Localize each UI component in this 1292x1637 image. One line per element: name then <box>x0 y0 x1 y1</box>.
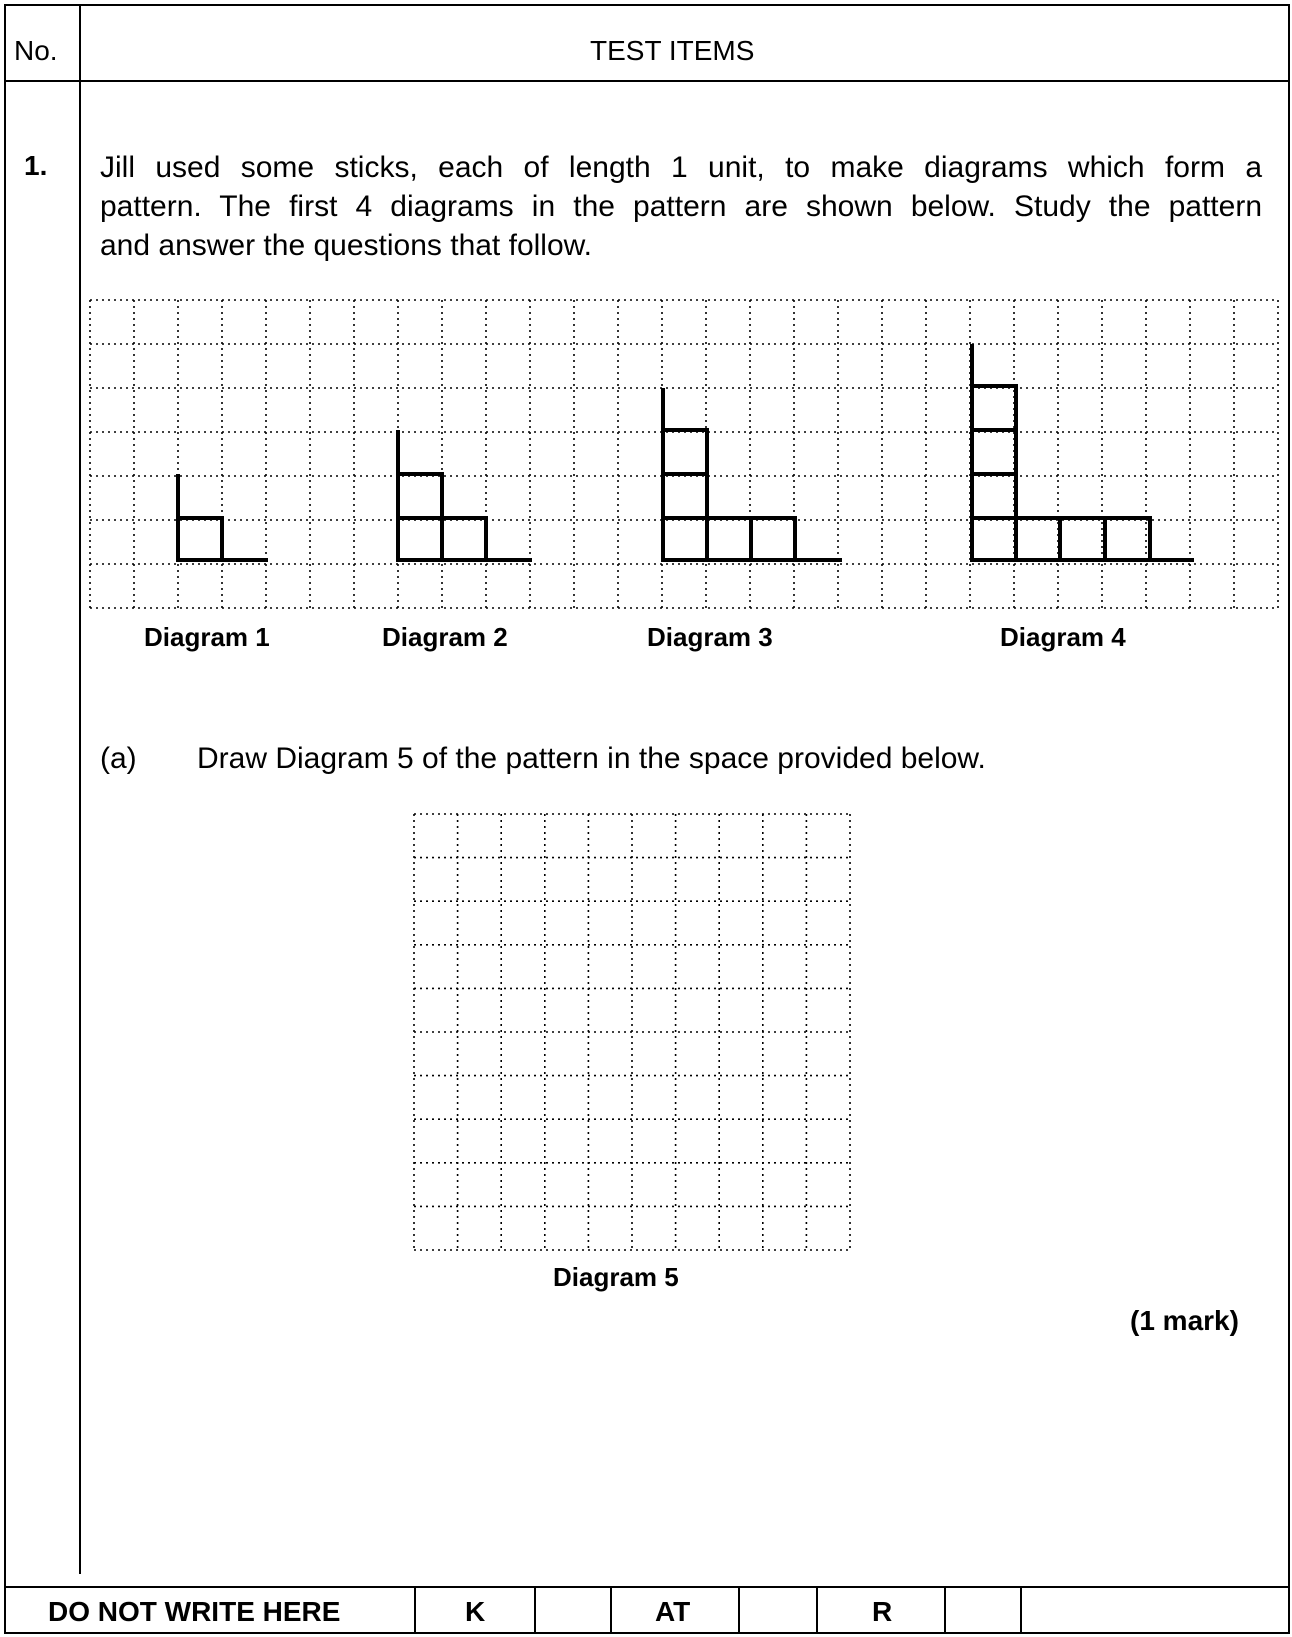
question-number: 1. <box>24 150 48 181</box>
diagram-5-label: Diagram 5 <box>553 1262 679 1292</box>
number-column-header: No. <box>14 35 58 66</box>
marks-allocation: (1 mark) <box>1130 1305 1239 1336</box>
diagram-2-label: Diagram 2 <box>382 622 508 652</box>
r-score-box[interactable] <box>946 1588 1020 1632</box>
diagram-4-label: Diagram 4 <box>1000 622 1126 652</box>
diagram-3-label: Diagram 3 <box>647 622 773 652</box>
footer-cell-divider-7 <box>1020 1586 1022 1634</box>
r-label: R <box>872 1596 893 1627</box>
at-score-box[interactable] <box>740 1588 816 1632</box>
question-text-line-2: pattern. The first 4 diagrams in the pattern are shown below. Study the pattern <box>100 190 1262 223</box>
test-items-header: TEST ITEMS <box>590 35 755 66</box>
at-label: AT <box>655 1596 691 1627</box>
part-a-label: (a) <box>100 742 137 775</box>
diagram-1-label: Diagram 1 <box>144 622 270 652</box>
question-text-line-1: Jill used some sticks, each of length 1 unit, to make diagrams which form a <box>100 151 1262 184</box>
do-not-write-here-label: DO NOT WRITE HERE <box>48 1596 341 1627</box>
footer-cell-divider-1 <box>414 1586 416 1634</box>
footer-cell-divider-5 <box>816 1586 818 1634</box>
part-a-instruction: Draw Diagram 5 of the pattern in the space provided below. <box>197 742 986 775</box>
k-label: K <box>465 1596 486 1627</box>
footer-cell-divider-3 <box>610 1586 612 1634</box>
footer-divider <box>4 1586 1290 1588</box>
question-text-line-3: and answer the questions that follow. <box>100 229 592 262</box>
k-score-box[interactable] <box>536 1588 610 1632</box>
